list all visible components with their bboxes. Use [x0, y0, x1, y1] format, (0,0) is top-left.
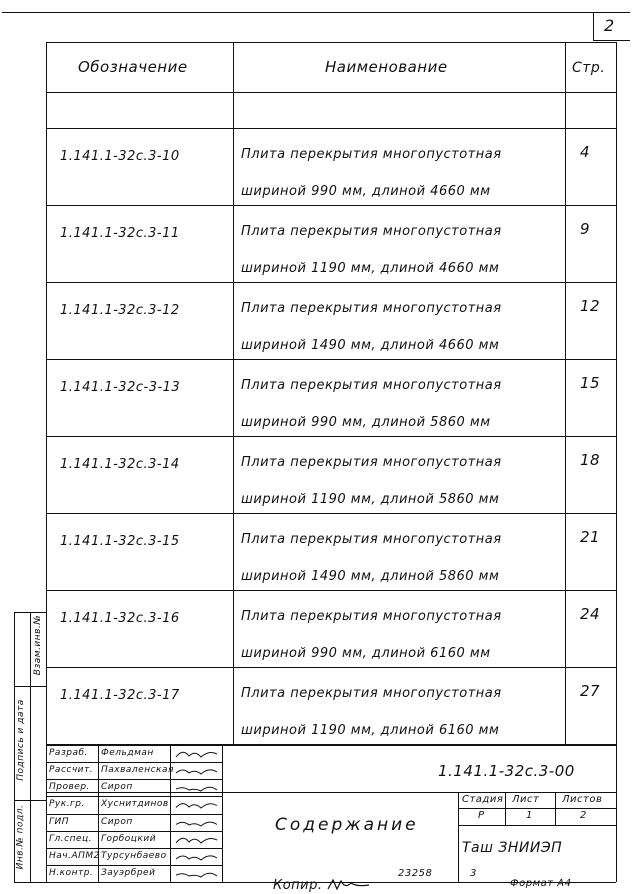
- row-page: 18: [580, 451, 601, 469]
- stage-value: Р: [478, 810, 485, 821]
- sheets-value: 2: [580, 810, 587, 821]
- staff-name: Зауэрбрей: [101, 867, 156, 878]
- sheet-label: Лист: [512, 794, 540, 805]
- staff-role: Разраб.: [49, 748, 88, 758]
- format-label: Формат А4: [510, 878, 572, 889]
- stamp-inv-podl: Инв.№ подл.: [15, 804, 26, 870]
- tb-stage-row: [458, 808, 616, 809]
- signature: [173, 746, 221, 761]
- signature: [173, 763, 221, 778]
- row-divider: [46, 359, 616, 360]
- row-page: 21: [580, 528, 601, 546]
- tb-stage-col: [458, 792, 459, 882]
- row-code: 1.141.1-32с.3-12: [60, 303, 180, 318]
- stamp-bottom: [14, 882, 46, 883]
- signature: [173, 849, 221, 864]
- row-mid: [233, 628, 616, 629]
- page-number: 2: [604, 16, 615, 35]
- staff-name: Хуснитдинов: [101, 799, 169, 810]
- row-name-line1: Плита перекрытия многопустотная: [241, 609, 502, 624]
- row-divider: [46, 436, 616, 437]
- staff-role: Провер.: [49, 782, 90, 793]
- row-name-line2: шириной 1190 мм, длиной 5860 мм: [241, 492, 500, 507]
- stamp-podpis-data: Подпись и дата: [15, 699, 26, 781]
- signature: [173, 832, 221, 847]
- row-code: 1.141.1-32с.3-10: [60, 149, 180, 164]
- row-name-line1: Плита перекрытия многопустотная: [241, 301, 502, 316]
- row-name-line1: Плита перекрытия многопустотная: [241, 532, 502, 547]
- stamp-div2: [14, 800, 46, 801]
- row-mid: [233, 320, 616, 321]
- staff-name: Пахваленская: [101, 765, 174, 776]
- table-right: [616, 42, 617, 882]
- sheet-value: 1: [526, 810, 533, 821]
- row-name-line1: Плита перекрытия многопустотная: [241, 378, 502, 393]
- row-code: 1.141.1-32с.3-17: [60, 688, 180, 703]
- tb-sign-col: [222, 745, 223, 882]
- page-box-left: [593, 12, 594, 40]
- header-name: Наименование: [325, 58, 448, 76]
- staff-role: Гл.спец.: [49, 833, 92, 844]
- row-name-line1: Плита перекрытия многопустотная: [241, 686, 502, 701]
- signature: [173, 780, 221, 795]
- page-box-bottom: [593, 40, 630, 41]
- row-name-line2: шириной 1190 мм, длиной 4660 мм: [241, 261, 500, 276]
- staff-role: Рассчит.: [49, 765, 94, 776]
- staff-name: Горбоцкий: [101, 833, 157, 844]
- row-page: 4: [580, 143, 591, 161]
- tb-stage-bottom: [458, 825, 616, 826]
- row-page: 9: [580, 220, 591, 238]
- copy-label: Копир.: [273, 878, 323, 893]
- table-top: [46, 42, 616, 43]
- top-border: [2, 12, 630, 13]
- doc-title: Содержание: [275, 815, 419, 835]
- row-name-line1: Плита перекрытия многопустотная: [241, 455, 502, 470]
- staff-role: Н.контр.: [49, 867, 94, 878]
- row-divider: [46, 282, 616, 283]
- row-divider: [46, 513, 616, 514]
- titleblock-top: [46, 745, 616, 746]
- doc-code: 1.141.1-32с.3-00: [438, 762, 575, 780]
- col-divider-2: [565, 42, 566, 745]
- staff-role: Нач.АПМ2: [49, 850, 100, 861]
- staff-role: Рук.гр.: [49, 799, 85, 810]
- row-page: 12: [580, 297, 601, 315]
- row-mid: [233, 243, 616, 244]
- row-page: 27: [580, 682, 601, 700]
- header-designation: Обозначение: [78, 58, 188, 76]
- col-divider-1: [233, 42, 234, 745]
- staff-name: Сироп: [101, 782, 133, 793]
- row-mid: [233, 397, 616, 398]
- sheets-label: Листов: [562, 794, 603, 805]
- row-code: 1.141.1-32с.3-11: [60, 226, 180, 241]
- table-left: [46, 42, 47, 882]
- row-divider: [46, 590, 616, 591]
- row-mid: [233, 474, 616, 475]
- row-name-line2: шириной 1190 мм, длиной 6160 мм: [241, 723, 500, 738]
- row-code: 1.141.1-32с.3-16: [60, 611, 180, 626]
- row-name-line2: шириной 1490 мм, длиной 4660 мм: [241, 338, 500, 353]
- header-bottom: [46, 92, 616, 93]
- row-name-line2: шириной 990 мм, длиной 6160 мм: [241, 646, 491, 661]
- row-code: 1.141.1-32с.3-14: [60, 457, 180, 472]
- header-page: Стр.: [572, 60, 606, 76]
- row-name-line1: Плита перекрытия многопустотная: [241, 147, 502, 162]
- row-mid: [233, 166, 616, 167]
- row-mid: [233, 705, 616, 706]
- row-code: 1.141.1-32с.3-15: [60, 534, 180, 549]
- staff-name: Сироп: [101, 816, 133, 827]
- row-mid: [233, 551, 616, 552]
- copy-signature: [325, 877, 375, 893]
- signature: [173, 797, 221, 812]
- stamp-mid: [30, 612, 31, 882]
- staff-name: Фельдман: [101, 748, 154, 758]
- row-divider: [46, 667, 616, 668]
- row-name-line2: шириной 1490 мм, длиной 5860 мм: [241, 569, 500, 584]
- row-page: 24: [580, 605, 601, 623]
- staff-role: ГИП: [49, 816, 70, 827]
- stamp-top: [14, 612, 46, 613]
- signature: [173, 815, 221, 830]
- footer-num2: 3: [470, 868, 477, 879]
- row-name-line1: Плита перекрытия многопустотная: [241, 224, 502, 239]
- footer-number: 23258: [398, 868, 433, 879]
- row-code: 1.141.1-32с-3-13: [60, 380, 181, 395]
- row-divider: [46, 205, 616, 206]
- row-name-line2: шириной 990 мм, длиной 5860 мм: [241, 415, 491, 430]
- row-name-line2: шириной 990 мм, длиной 4660 мм: [241, 184, 491, 199]
- staff-name: Турсунбаево: [101, 850, 167, 861]
- org-name: Таш ЗНИИЭП: [462, 840, 563, 856]
- row-line: [46, 128, 616, 129]
- signature: [173, 866, 221, 881]
- stage-label: Стадия: [462, 794, 504, 805]
- stamp-vzam-inv: Взам.инв.№: [33, 614, 44, 676]
- stamp-div1: [14, 686, 46, 687]
- row-page: 15: [580, 374, 601, 392]
